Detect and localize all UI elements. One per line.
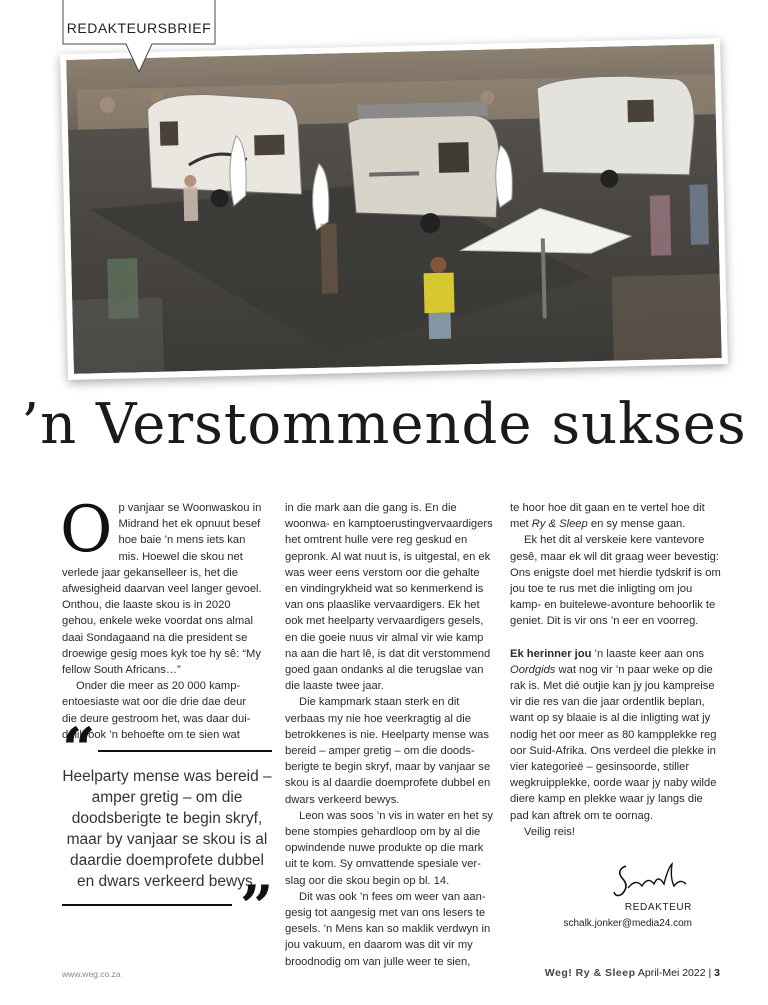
- paragraph: Onder die meer as 20 000 kampentoesiaste wat oor die drie dae deur die deure gestroom het, was daar duidelik ook ’n behoefte om te sien wat: [62, 680, 251, 741]
- body-column-2: [285, 500, 495, 970]
- text-run: en sy mense gaan.: [587, 518, 686, 531]
- footer-issue: April-Mei 2022: [637, 967, 706, 979]
- text-run: ’n laaste keer aan ons: [591, 647, 705, 660]
- text-run: te hoor hoe dit gaan en te vertel hoe dit met: [510, 502, 705, 531]
- paragraph: in die mark aan die gang is. En die woonwa- en kamptoerustingvervaardigers het omtrent hulle vere reg geskud en gepronk. Al wat nuut is, is uitgestal, en ek was weer eens verstom oor die gehalte en vindingrykheid wat so kenmerkend is van ons plaaslike vervaardigers. Ek het ook met heelparty vervaardigers gesels, en die goeie nuus vir almal vir wie kamp na aan die hart lê, is dat dit verstommend goed gaan ondanks al die terugslae van die laaste twee jaar.: [285, 502, 493, 693]
- section-tab-label: REDAKTEURSBRIEF: [66, 20, 212, 36]
- body-column-1: [60, 493, 262, 743]
- paragraph: Ek het dit al verskeie kere vantevore gesê, maar ek wil dit graag weer bevestig: Ons enigste doel met hierdie tydskrif is om jou toe te rus met die inligting om jou kamp- en buitelewe-avonture behoorlik te geniet. Dit is vir ons ’n eer en voorreg.: [510, 534, 721, 628]
- text-run: wat nog vir ’n paar weke op die rak is. Met dié outjie kan jy jou kampreise vir die res van die jaar ordentlik beplan, want op sy blaaie is al die inligting wat jy nodig het oor meer as 80 kampplekke reg oor Suid-Afrika. Ons verdeel die plekke in vier kategorieë – gesinsoorde, stiller wegkruipplekke, oorde waar jy naby wilde diere kamp en plekke waar jy langs die pad kan aftrek om te oornag.: [510, 663, 717, 822]
- drop-cap: O: [60, 493, 113, 567]
- editor-title: REDAKTEUR: [624, 902, 692, 913]
- lead-in: Ek herinner jou: [510, 647, 592, 660]
- footer-folio: [545, 967, 720, 979]
- pull-quote-rule-bottom: [62, 904, 232, 906]
- paragraph: Leon was soos ’n vis in water en het sy bene stompies gehardloop om by al die opwindende nuwe produkte op die mark uit te kom. Sy omvattende spesiale verslag oor die skou begin op bl. 14.: [285, 809, 494, 887]
- paragraph: Dit was ook ’n fees om weer van aangesig tot aangesig met van ons lesers te gesels. ’n Mens kan so maklik verdwyn in jou vakuum, en daarom was dit vir my broodnodig om van julle weer te sien,: [285, 890, 491, 968]
- pull-quote-rule-top: [98, 750, 272, 752]
- magazine-name: Ry & Sleep: [531, 518, 588, 531]
- page-number: 3: [714, 967, 720, 979]
- editor-email[interactable]: schalk.jonker@media24.com: [563, 918, 692, 929]
- caravan-right: [537, 74, 696, 189]
- expo-photo: [60, 38, 728, 380]
- headline: ’n Verstommende sukses: [21, 392, 747, 457]
- paragraph-text: p vanjaar se Woonwaskou in Midrand het ek opnuut besef hoe baie ’n mens iets kan mis. Hoewel die skou net verlede jaar gekanselleer is, het die afwesigheid daarvan veel langer gevoel. Onthou, die laaste skou is in 2020 gehou, enkele weke voordat ons almal daai Sondagaand na die president se droewige gesig moes kyk toe hy sê: “My fellow South Africans…”: [62, 502, 262, 677]
- pull-quote: [62, 715, 274, 941]
- footer-website[interactable]: www.weg.co.za: [62, 969, 121, 979]
- paragraph: [510, 500, 722, 532]
- paragraph: Veilig reis!: [524, 825, 575, 838]
- guide-name: Oordgids: [510, 663, 556, 676]
- caravan-show-photo: [66, 44, 721, 374]
- paragraph: Die kampmark staan sterk en dit verbaas my nie hoe veerkragtig al die betrokkenes is nie. Heelparty mense was bereid – amper gretig – om die doodsberigte te begin skryf, maar by vanjaar se skou is al daardie doemprofete dubbel en dwars verkeerd bewys.: [285, 696, 491, 806]
- pull-quote-text: Heelparty mense was bereid – amper gretig – om die doodsberigte te begin skryf, maar by vanjaar se skou is al daardie doemprofete dubbel en dwars verkeerd bewys.: [62, 768, 272, 890]
- paragraph: [510, 646, 722, 824]
- section-tab-outline: [62, 0, 216, 74]
- open-quote-icon: “: [62, 715, 96, 783]
- body-column-3: [510, 500, 722, 840]
- signature: [612, 856, 692, 904]
- paragraph: [60, 493, 262, 678]
- footer-brand: Weg! Ry & Sleep: [544, 967, 636, 979]
- close-quote-icon: ”: [240, 873, 274, 941]
- footer-separator: |: [708, 967, 712, 979]
- signature-scribble: [612, 856, 692, 904]
- section-tab: [62, 0, 216, 74]
